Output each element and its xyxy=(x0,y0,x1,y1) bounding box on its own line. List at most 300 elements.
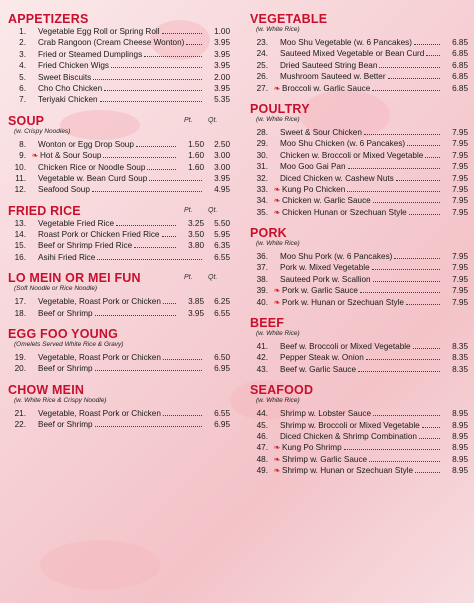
item-price: 7.95 xyxy=(452,286,468,296)
item-price: 7.95 xyxy=(452,274,468,284)
section-subtitle: (w. White Rice) xyxy=(256,330,300,338)
pint-price: 1.60 xyxy=(188,162,204,172)
item-name: Chicken w. Broccoli or Mixed Vegetable xyxy=(280,150,424,160)
dot-leader xyxy=(415,472,440,473)
dot-leader xyxy=(366,359,440,360)
section-pork xyxy=(250,224,468,308)
section-subtitle: (w. Crispy Noodles) xyxy=(14,127,71,135)
item-number: 21. xyxy=(14,408,26,418)
item-price: 6.95 xyxy=(214,420,230,430)
item-number: 1. xyxy=(19,27,26,36)
item-name: Mushroom Sauteed w. Better xyxy=(280,72,386,82)
item-name: Vegetable Fried Rice xyxy=(38,218,115,228)
item-price: 6.85 xyxy=(452,83,468,93)
item-name: Moo Shu Vegetable (w. 6 Pancakes) xyxy=(280,38,412,47)
item-number: 13. xyxy=(14,218,26,228)
item-price: 7.95 xyxy=(452,263,468,273)
quart-header: Qt. xyxy=(208,116,218,124)
item-price: 7.95 xyxy=(452,150,468,160)
dot-leader xyxy=(394,258,440,259)
item-price: 5.35 xyxy=(214,95,230,105)
item-number: 33. xyxy=(256,184,268,194)
item-number: 8. xyxy=(19,139,26,149)
item-number: 41. xyxy=(256,342,268,352)
dot-leader xyxy=(407,145,440,146)
chili-pepper-icon: ❧ xyxy=(273,207,281,217)
dot-leader xyxy=(162,33,202,34)
item-name: Pork w. Garlic Sauce xyxy=(282,286,358,296)
item-name: Sauteed Pork w. Scallion xyxy=(280,274,371,284)
item-name: Fried or Steamed Dumplings xyxy=(38,49,143,59)
item-name: Pork w. Hunan or Szechuan Style xyxy=(282,297,404,307)
item-price: 7.95 xyxy=(452,127,468,137)
section-subtitle: (Omelets Served White Rice & Gravy) xyxy=(14,341,124,349)
dot-leader xyxy=(95,315,176,316)
section-subtitle: (w. White Rice) xyxy=(256,26,300,33)
pint-price: 1.60 xyxy=(188,151,204,161)
dot-leader xyxy=(426,55,440,56)
section-chow-mein xyxy=(8,381,230,431)
item-number: 5. xyxy=(19,72,26,82)
menu-item xyxy=(250,127,468,138)
menu-item xyxy=(8,72,230,83)
chili-pepper-icon: ❧ xyxy=(273,83,281,93)
section-header xyxy=(8,269,230,285)
menu-item xyxy=(250,262,468,273)
chili-pepper-icon: ❧ xyxy=(31,151,39,161)
pint-header: Pt. xyxy=(184,274,193,282)
item-number: 45. xyxy=(256,420,268,430)
dot-leader xyxy=(379,67,440,68)
dot-leader xyxy=(344,449,440,450)
item-number: 23. xyxy=(256,38,268,47)
item-price: 3.95 xyxy=(214,173,230,183)
item-price: 3.95 xyxy=(214,83,230,93)
item-number: 27. xyxy=(256,83,268,93)
menu-item xyxy=(8,26,230,37)
item-name: Sweet Biscuits xyxy=(38,72,92,82)
item-price: 3.95 xyxy=(214,49,230,59)
menu-item xyxy=(8,60,230,71)
item-number: 3. xyxy=(19,49,26,59)
item-number: 2. xyxy=(19,38,26,48)
menu-item xyxy=(8,218,230,229)
quart-price: 3.00 xyxy=(214,151,230,161)
dot-leader xyxy=(372,90,440,91)
dot-leader xyxy=(425,157,440,158)
pint-price: 3.95 xyxy=(188,308,204,318)
item-name: Shrimp w. Broccoli or Mixed Vegetable xyxy=(280,420,420,430)
section-title: SEAFOOD xyxy=(250,383,314,398)
menu-item xyxy=(250,285,468,296)
item-name: Kung Po Shrimp xyxy=(282,443,342,453)
menu-item xyxy=(250,48,468,59)
menu-item xyxy=(250,297,468,308)
dot-leader xyxy=(396,180,440,181)
item-price: 7.95 xyxy=(452,162,468,172)
item-price: 6.55 xyxy=(214,408,230,418)
item-price: 8.95 xyxy=(452,466,468,476)
dot-leader xyxy=(163,303,176,304)
menu-item xyxy=(250,364,468,375)
section-subtitle: (w. White Rice) xyxy=(256,397,300,405)
item-number: 6. xyxy=(19,83,26,93)
item-price: 6.85 xyxy=(452,38,468,47)
menu-item xyxy=(8,408,230,419)
quart-header: Qt. xyxy=(208,274,218,282)
item-name: Shrimp w. Hunan or Szechuan Style xyxy=(282,466,414,476)
menu-item xyxy=(8,184,230,195)
menu-item xyxy=(250,161,468,172)
chili-pepper-icon: ❧ xyxy=(273,297,281,307)
item-number: 17. xyxy=(14,297,26,307)
item-name: Beef or Shrimp xyxy=(38,364,93,374)
item-number: 25. xyxy=(256,60,268,70)
pint-header: Pt. xyxy=(184,206,193,214)
menu-item xyxy=(8,49,230,60)
item-name: Dried Sauteed String Bean xyxy=(280,60,378,70)
item-number: 42. xyxy=(256,353,268,363)
item-name: Fried Chicken Wigs xyxy=(38,61,109,71)
item-name: Vegetable Egg Roll or Spring Roll xyxy=(38,27,160,36)
item-number: 48. xyxy=(256,454,268,464)
item-name: Beef or Shrimp Fried Rice xyxy=(38,241,133,251)
item-name: Cho Cho Chicken xyxy=(38,83,103,93)
item-name: Diced Chicken w. Cashew Nuts xyxy=(280,173,394,183)
section-header xyxy=(8,325,230,341)
item-price: 7.95 xyxy=(452,252,468,262)
item-price: 3.95 xyxy=(214,38,230,48)
dot-leader xyxy=(147,169,176,170)
section-vegetable xyxy=(250,10,468,94)
dot-leader xyxy=(364,134,440,135)
item-price: 7.95 xyxy=(452,196,468,206)
dot-leader xyxy=(373,415,440,416)
item-number: 7. xyxy=(19,95,26,105)
dot-leader xyxy=(358,371,440,372)
item-price: 3.95 xyxy=(214,61,230,71)
item-name: Chicken w. Garlic Sauce xyxy=(282,196,371,206)
item-price: 7.95 xyxy=(452,139,468,149)
item-number: 14. xyxy=(14,230,26,240)
item-number: 28. xyxy=(256,127,268,137)
section-title: POULTRY xyxy=(250,101,310,116)
section-title: SOUP xyxy=(8,113,45,128)
item-price: 7.95 xyxy=(452,297,468,307)
menu-item xyxy=(250,138,468,149)
item-number: 37. xyxy=(256,263,268,273)
menu-item xyxy=(250,274,468,285)
item-number: 31. xyxy=(256,162,268,172)
menu-item xyxy=(8,252,230,263)
item-name: Sauteed Mixed Vegetable or Bean Curd xyxy=(280,49,425,59)
pint-price: 3.85 xyxy=(188,297,204,307)
quart-price: 6.25 xyxy=(214,297,230,307)
item-name: Beef or Shrimp xyxy=(38,308,93,318)
section-header xyxy=(8,112,230,128)
menu-item xyxy=(250,251,468,262)
section-egg-foo-young xyxy=(8,325,230,375)
item-number: 30. xyxy=(256,150,268,160)
section-subtitle: (w. White Rice) xyxy=(256,115,300,123)
dot-leader xyxy=(100,101,202,102)
dot-leader xyxy=(134,247,176,248)
item-number: 47. xyxy=(256,443,268,453)
dot-leader xyxy=(95,370,202,371)
item-name: Vegetable, Roast Pork or Chicken xyxy=(38,408,161,418)
dot-leader xyxy=(419,438,440,439)
item-price: 4.95 xyxy=(214,185,230,195)
item-name: Chicken Rice or Noodle Soup xyxy=(38,162,146,172)
item-name: Pork w. Mixed Vegetable xyxy=(280,263,370,273)
item-name: Broccoli w. Garlic Sauce xyxy=(282,83,371,93)
item-name: Beef or Shrimp xyxy=(38,420,93,430)
quart-header: Qt. xyxy=(208,206,218,214)
menu-item xyxy=(250,420,468,431)
item-price: 7.95 xyxy=(452,173,468,183)
dot-leader xyxy=(373,202,440,203)
dot-leader xyxy=(162,236,177,237)
menu-item xyxy=(8,173,230,184)
section-title: VEGETABLE xyxy=(250,12,328,26)
item-name: Beef w. Garlic Sauce xyxy=(280,364,356,374)
item-number: 36. xyxy=(256,252,268,262)
quart-price: 5.95 xyxy=(214,230,230,240)
section-header xyxy=(250,314,468,330)
dot-leader xyxy=(163,415,202,416)
item-number: 29. xyxy=(256,139,268,149)
menu-item xyxy=(8,139,230,150)
menu-item xyxy=(8,162,230,173)
section-header xyxy=(8,202,230,218)
item-number: 4. xyxy=(19,61,26,71)
item-number: 10. xyxy=(14,162,26,172)
item-price: 6.55 xyxy=(214,252,230,262)
item-number: 16. xyxy=(14,252,26,262)
item-name: Vegetable, Roast Pork or Chicken xyxy=(38,297,161,307)
section-header xyxy=(8,10,230,26)
item-number: 44. xyxy=(256,409,268,419)
quart-price: 5.50 xyxy=(214,218,230,228)
menu-item xyxy=(250,60,468,71)
dot-leader xyxy=(104,90,202,91)
item-price: 8.35 xyxy=(452,364,468,374)
menu-item xyxy=(8,419,230,430)
dot-leader xyxy=(347,191,440,192)
dot-leader xyxy=(136,146,176,147)
item-name: Pepper Steak w. Onion xyxy=(280,353,364,363)
chili-pepper-icon: ❧ xyxy=(273,454,281,464)
item-number: 20. xyxy=(14,364,26,374)
item-number: 15. xyxy=(14,241,26,251)
dot-leader xyxy=(413,348,440,349)
section-subtitle: (w. White Rice) xyxy=(256,240,300,248)
item-price: 8.35 xyxy=(452,342,468,352)
item-name: Beef w. Broccoli or Mixed Vegetable xyxy=(280,342,411,352)
item-number: 38. xyxy=(256,274,268,284)
dot-leader xyxy=(149,180,202,181)
section-title: EGG FOO YOUNG xyxy=(8,327,119,342)
item-price: 7.95 xyxy=(452,184,468,194)
dot-leader xyxy=(186,44,202,45)
item-price: 6.50 xyxy=(214,353,230,363)
item-price: 6.85 xyxy=(452,60,468,70)
item-name: Vegetable, Roast Pork or Chicken xyxy=(38,353,161,363)
dot-leader xyxy=(372,269,440,270)
section-soup xyxy=(8,112,230,196)
item-price: 8.95 xyxy=(452,420,468,430)
dot-leader xyxy=(95,426,202,427)
section-title: APPETIZERS xyxy=(8,12,89,26)
menu-item xyxy=(250,71,468,82)
chili-pepper-icon: ❧ xyxy=(273,286,281,296)
section-subtitle: (Soft Noodle or Rice Noodle) xyxy=(14,285,98,293)
item-number: 32. xyxy=(256,173,268,183)
menu-item xyxy=(250,454,468,465)
dot-leader xyxy=(93,79,202,80)
item-number: 18. xyxy=(14,308,26,318)
item-name: Crab Rangoon (Cream Cheese Wonton) xyxy=(38,38,185,48)
menu-item xyxy=(250,442,468,453)
item-number: 24. xyxy=(256,49,268,59)
item-price: 6.85 xyxy=(452,72,468,82)
dot-leader xyxy=(116,225,176,226)
menu-item xyxy=(8,94,230,105)
dot-leader xyxy=(92,191,202,192)
dot-leader xyxy=(409,214,440,215)
menu-item xyxy=(8,308,230,319)
item-price: 2.00 xyxy=(214,72,230,82)
menu-item xyxy=(8,240,230,251)
item-number: 34. xyxy=(256,196,268,206)
section-header xyxy=(250,100,468,116)
menu-item xyxy=(8,352,230,363)
chili-pepper-icon: ❧ xyxy=(273,466,281,476)
dot-leader xyxy=(360,292,440,293)
menu-item xyxy=(250,37,468,48)
menu-item xyxy=(250,195,468,206)
pint-price: 3.50 xyxy=(188,230,204,240)
item-price: 6.85 xyxy=(452,49,468,59)
section-title: LO MEIN OR MEI FUN xyxy=(8,271,141,286)
dot-leader xyxy=(103,157,176,158)
item-name: Wonton or Egg Drop Soup xyxy=(38,139,134,149)
item-name: Teriyaki Chicken xyxy=(38,95,98,105)
item-number: 46. xyxy=(256,431,268,441)
item-number: 11. xyxy=(15,173,26,183)
section-lo-mein xyxy=(8,269,230,319)
menu-item xyxy=(8,363,230,374)
item-name: Moo Shu Pork (w. 6 Pancakes) xyxy=(280,252,393,262)
section-title: CHOW MEIN xyxy=(8,382,85,397)
menu-item xyxy=(250,150,468,161)
chili-pepper-icon: ❧ xyxy=(273,196,281,206)
menu-item xyxy=(250,184,468,195)
section-fried-rice xyxy=(8,202,230,264)
item-name: Roast Pork or Chicken Fried Rice xyxy=(38,230,160,240)
item-price: 8.95 xyxy=(452,409,468,419)
pint-header: Pt. xyxy=(184,116,193,124)
dot-leader xyxy=(406,304,440,305)
pint-price: 1.50 xyxy=(188,139,204,149)
item-price: 8.35 xyxy=(452,353,468,363)
dot-leader xyxy=(144,56,202,57)
pint-price: 3.80 xyxy=(188,241,204,251)
item-number: 35. xyxy=(256,207,268,217)
item-price: 6.95 xyxy=(214,364,230,374)
menu-item xyxy=(250,341,468,352)
menu-item xyxy=(250,408,468,419)
right-column xyxy=(250,10,468,483)
section-header xyxy=(250,10,468,26)
menu-item xyxy=(250,83,468,94)
item-name: Shrimp w. Garlic Sauce xyxy=(282,454,368,464)
quart-price: 6.55 xyxy=(214,308,230,318)
section-header xyxy=(250,381,468,397)
quart-price: 6.35 xyxy=(214,241,230,251)
section-poultry xyxy=(250,100,468,218)
section-header xyxy=(8,381,230,397)
menu-item xyxy=(250,173,468,184)
item-name: Vegetable w. Bean Curd Soup xyxy=(38,173,148,183)
section-appetizers xyxy=(8,10,230,106)
menu-item xyxy=(8,83,230,94)
section-seafood xyxy=(250,381,468,476)
dot-leader xyxy=(348,168,440,169)
item-number: 26. xyxy=(256,72,268,82)
chili-pepper-icon: ❧ xyxy=(273,443,281,453)
dot-leader xyxy=(369,461,440,462)
item-price: 8.95 xyxy=(452,431,468,441)
item-name: Asihi Fried Rice xyxy=(38,252,96,262)
section-subtitle: (w. White Rice & Crispy Noodle) xyxy=(14,396,107,404)
item-number: 40. xyxy=(256,297,268,307)
menu-item xyxy=(8,296,230,307)
menu-item xyxy=(250,352,468,363)
item-name: Moo Goo Gai Pan xyxy=(280,162,346,172)
menu-item xyxy=(250,465,468,476)
item-number: 43. xyxy=(256,364,268,374)
dot-leader xyxy=(422,427,440,428)
dot-leader xyxy=(163,359,202,360)
item-name: Diced Chicken & Shrimp Combination xyxy=(280,431,417,441)
item-number: 9. xyxy=(19,151,26,161)
item-name: Moo Shu Chicken (w. 6 Pancakes) xyxy=(280,139,406,149)
item-price: 1.00 xyxy=(214,27,230,36)
menu-item xyxy=(8,150,230,161)
section-title: PORK xyxy=(250,226,287,241)
left-column xyxy=(8,10,230,437)
dot-leader xyxy=(388,78,440,79)
section-beef xyxy=(250,314,468,375)
item-number: 12. xyxy=(14,185,26,195)
menu-item xyxy=(8,229,230,240)
menu-item xyxy=(250,207,468,218)
item-name: Seafood Soup xyxy=(38,185,90,195)
item-name: Hot & Sour Soup xyxy=(40,151,102,161)
item-price: 8.95 xyxy=(452,454,468,464)
item-number: 49. xyxy=(256,466,268,476)
section-title: BEEF xyxy=(250,316,285,331)
section-title: FRIED RICE xyxy=(8,203,81,218)
item-price: 8.95 xyxy=(452,443,468,453)
dot-leader xyxy=(111,67,202,68)
item-name: Shrimp w. Lobster Sauce xyxy=(280,409,372,419)
item-name: Kung Po Chicken xyxy=(282,184,346,194)
menu-item xyxy=(8,37,230,48)
item-number: 39. xyxy=(256,286,268,296)
dot-leader xyxy=(373,281,440,282)
